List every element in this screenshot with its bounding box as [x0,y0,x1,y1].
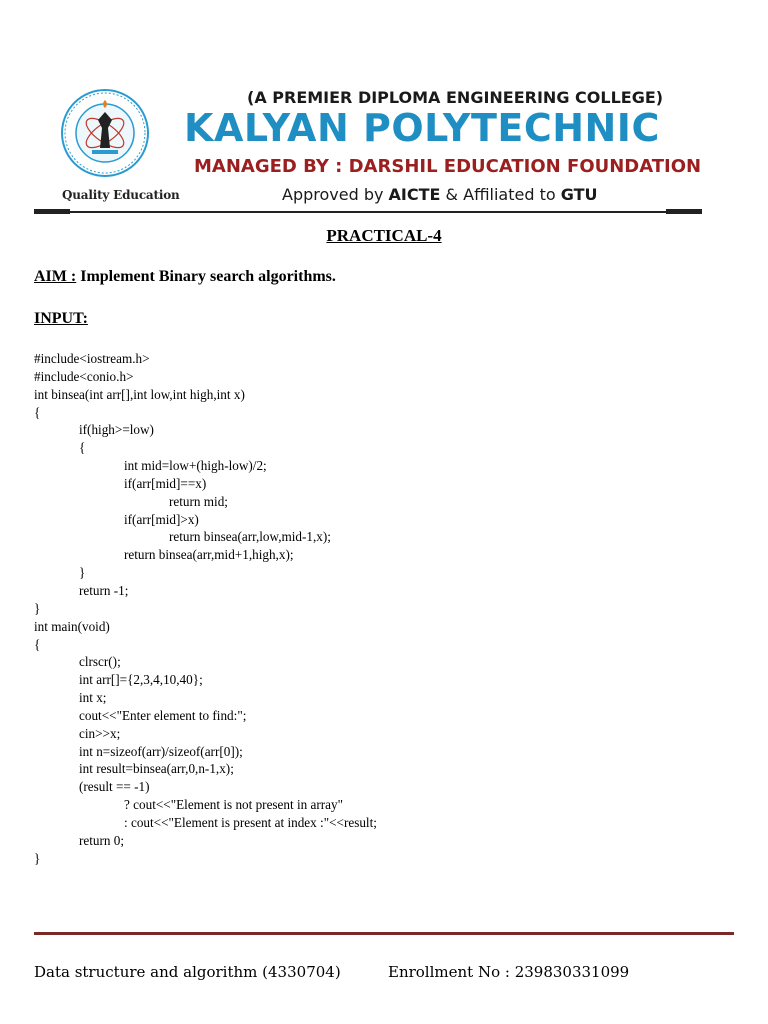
code-line: int arr[]={2,3,4,10,40}; [79,672,203,688]
code-line: { [34,636,41,652]
code-line: if(arr[mid]==x) [124,475,207,491]
header-divider-cap-left [34,209,70,214]
code-line: return -1; [79,582,129,598]
code-line: #include<conio.h> [34,368,134,384]
college-letterhead [34,88,704,216]
college-subtitle: (A PREMIER DIPLOMA ENGINEERING COLLEGE) [247,88,664,107]
footer-enrollment: Enrollment No : 239830331099 [388,963,630,981]
code-line: return 0; [79,832,125,848]
code-line: int mid=low+(high-low)/2; [124,458,267,474]
code-line: int binsea(int arr[],int low,int high,int x) [34,386,245,402]
code-line: ? cout<<"Element is not present in array" [124,797,343,813]
header-divider [34,211,702,213]
code-line: return binsea(arr,low,mid-1,x); [169,529,331,545]
footer-divider [34,932,734,935]
code-line: } [34,850,41,866]
code-line: clrscr(); [79,654,121,670]
approval-line [282,185,598,204]
code-line: int x; [79,690,107,706]
code-line: { [79,440,86,456]
page-title: PRACTICAL-4 [326,226,442,245]
code-line: int main(void) [34,618,110,634]
approved-aicte: AICTE [388,185,441,204]
code-line: } [34,600,41,616]
college-name: KALYAN POLYTECHNIC [184,106,660,150]
approved-gtu: GTU [560,185,598,204]
approved-prefix: Approved by [282,185,389,204]
code-line: int n=sizeof(arr)/sizeof(arr[0]); [79,743,243,759]
approved-mid: & Affiliated to [440,185,561,204]
managed-by: MANAGED BY : DARSHIL EDUCATION FOUNDATION [194,156,702,177]
code-line: } [79,565,86,581]
header-divider-cap-right [666,209,702,214]
aim-text: Implement Binary search algorithms. [76,268,336,285]
code-line: (result == -1) [79,779,150,795]
code-line: return mid; [169,493,228,509]
code-line: #include<iostream.h> [34,351,150,366]
code-line: cin>>x; [79,725,121,741]
code-line: cout<<"Enter element to find:"; [79,707,247,723]
code-line: return binsea(arr,mid+1,high,x); [124,547,294,563]
code-line: if(high>=low) [79,422,154,438]
footer-subject: Data structure and algorithm (4330704) [34,963,341,981]
aim-label: AIM : [34,268,77,285]
code-listing [34,350,377,867]
input-heading: INPUT: [34,310,88,327]
code-line: int result=binsea(arr,0,n-1,x); [79,761,234,777]
code-line: : cout<<"Element is present at index :"<<result; [124,814,377,830]
college-logo [60,88,150,180]
aim-line [34,268,336,286]
code-line: { [34,404,41,420]
logo-tagline: Quality Education [62,188,180,202]
code-line: if(arr[mid]>x) [124,511,199,527]
